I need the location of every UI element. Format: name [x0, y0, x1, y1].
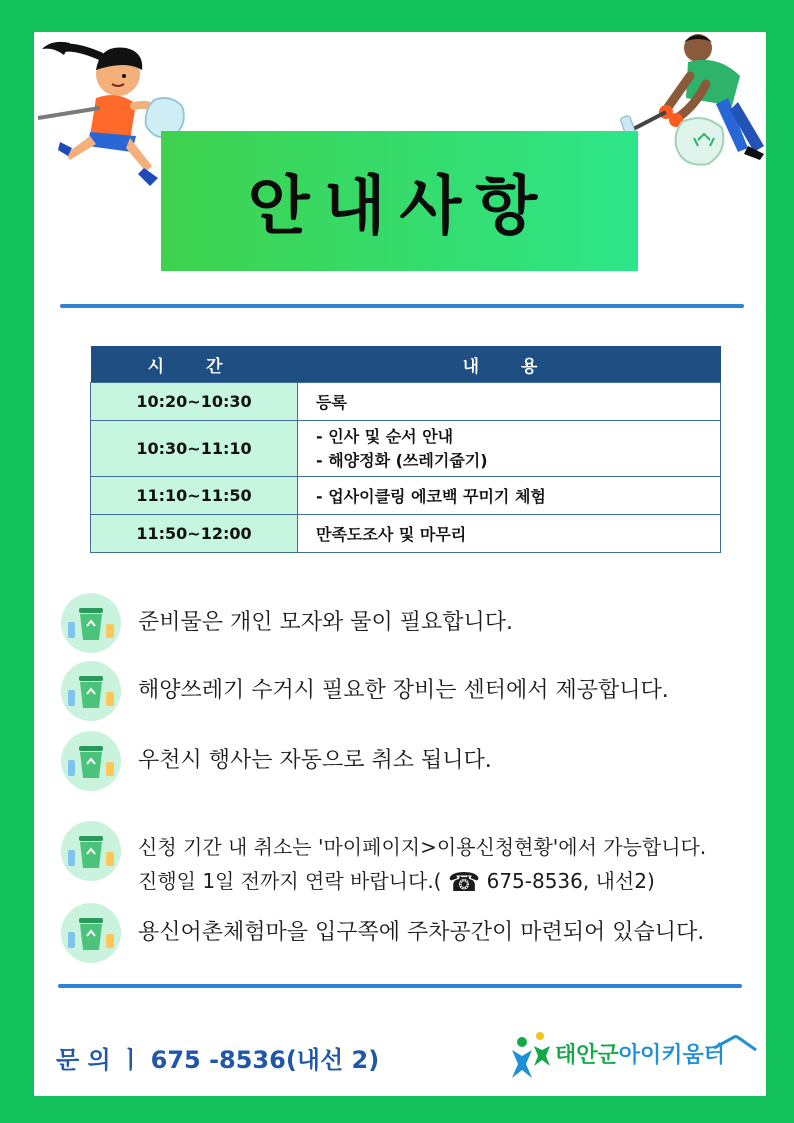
table-header-row: [91, 346, 721, 383]
title-banner: [161, 131, 638, 271]
recycling-bin-icon: [60, 660, 122, 722]
note-text: 해양쓰레기 수거시 필요한 장비는 센터에서 제공합니다.: [138, 678, 669, 703]
header-content: 내 용: [298, 346, 721, 383]
list-item: [60, 660, 669, 722]
note-text: 준비물은 개인 모자와 물이 필요합니다.: [138, 610, 513, 635]
note-text-block: [138, 830, 706, 900]
time-cell: 10:20~10:30: [91, 383, 298, 421]
recycling-bin-icon: [60, 902, 122, 964]
list-item: [60, 592, 513, 654]
logo-part2: 아이키움터: [618, 1043, 726, 1068]
taean-logo: [555, 1038, 725, 1069]
page-title: 안내사항: [247, 170, 552, 244]
content-cell: [298, 383, 721, 421]
list-item: [60, 730, 492, 792]
note-text-line2: [138, 864, 706, 900]
header-time: 시 간: [91, 346, 298, 383]
top-divider: [60, 304, 744, 308]
note-text: 우천시 행사는 자동으로 취소 됩니다.: [138, 748, 492, 773]
table-row: [91, 421, 721, 477]
time-cell: 11:10~11:50: [91, 477, 298, 515]
content-line: 등록: [316, 393, 347, 412]
content-cell: [298, 515, 721, 553]
note-text: 진행일 1일 전까지 연락 바랍니다.(: [138, 869, 442, 893]
time-cell: 11:50~12:00: [91, 515, 298, 553]
content-cell: [298, 421, 721, 477]
schedule-table: [90, 346, 721, 553]
content-line: - 업사이클링 에코백 꾸미기 체험: [316, 487, 546, 506]
phone-number: 675-8536, 내선2): [486, 869, 655, 893]
content-line: - 해양정화 (쓰레기줍기): [316, 450, 488, 470]
content-line: - 인사 및 순서 안내: [316, 426, 454, 446]
recycling-bin-icon: [60, 592, 122, 654]
list-item: [60, 802, 706, 900]
time-cell: 10:30~11:10: [91, 421, 298, 477]
bottom-divider: [58, 984, 742, 988]
telephone-icon: ☎: [447, 867, 481, 898]
content-cell: [298, 477, 721, 515]
list-item: [60, 902, 704, 964]
recycling-bin-icon: [60, 820, 122, 882]
recycling-bin-icon: [60, 730, 122, 792]
inquiry-text: 문 의 ㅣ 675 -8536(내선 2): [56, 1046, 380, 1074]
table-row: [91, 515, 721, 553]
note-text: 신청 기간 내 취소는 '마이페이지>이용신청현황'에서 가능합니다.: [138, 835, 707, 859]
logo-part1: 태안군: [555, 1043, 619, 1068]
table-row: [91, 477, 721, 515]
content-line: 만족도조사 및 마무리: [316, 525, 467, 544]
note-text: 용신어촌체험마을 입구쪽에 주차공간이 마련되어 있습니다.: [138, 920, 705, 945]
table-row: [91, 383, 721, 421]
